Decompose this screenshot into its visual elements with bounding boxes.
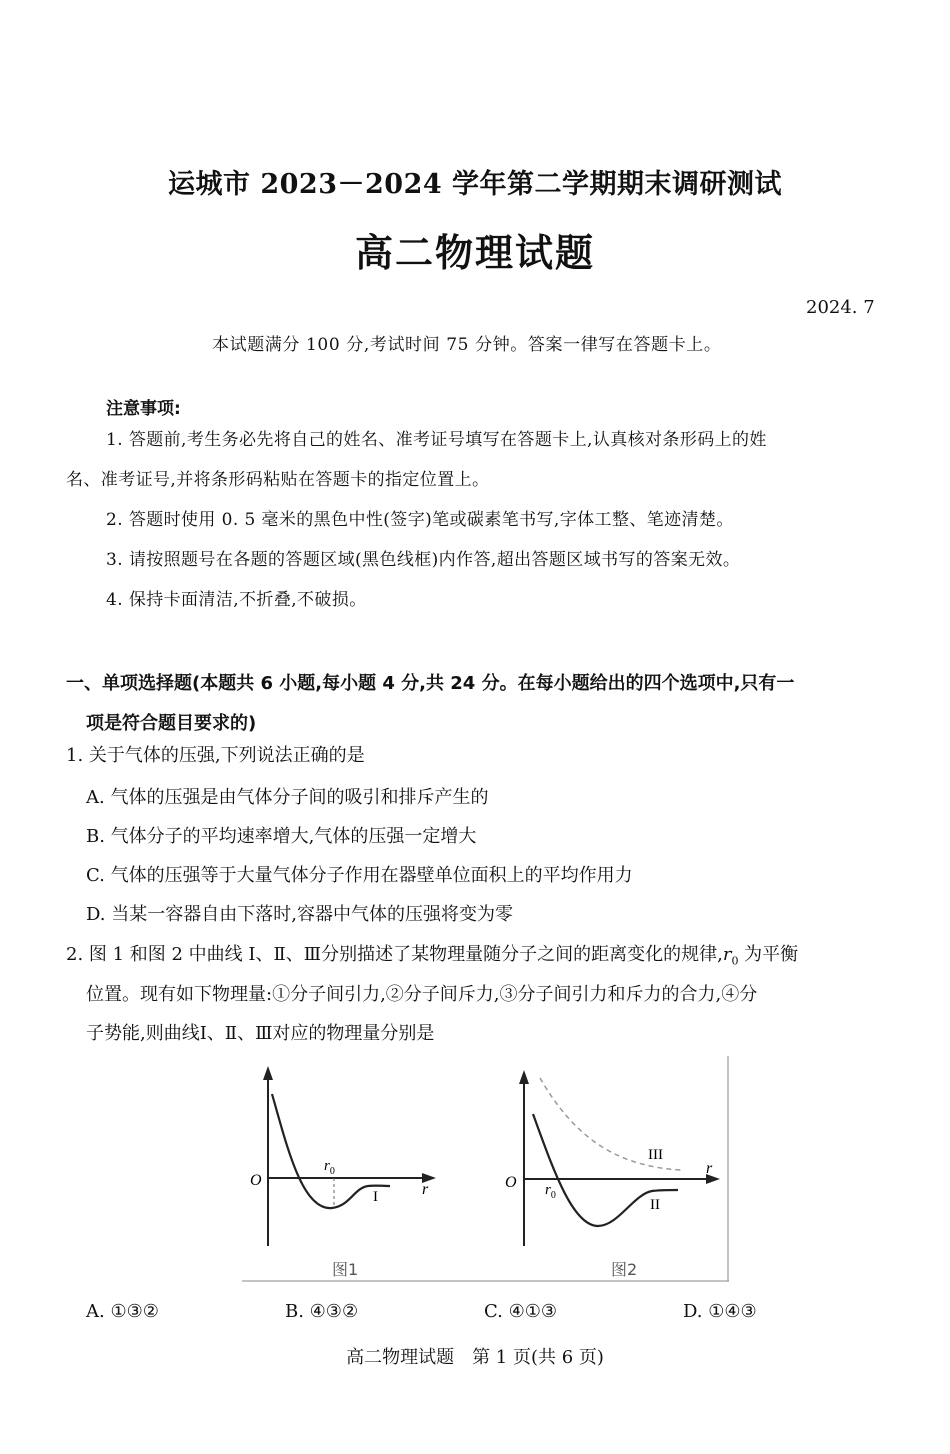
notice-item-4: 4. 保持卡面清洁,不折叠,不破损。: [106, 590, 367, 610]
notice-item-3: 3. 请按照题号在各题的答题区域(黑色线框)内作答,超出答题区域书写的答案无效。: [106, 550, 741, 570]
r0-subscript: 0: [731, 954, 739, 968]
section-heading-line-2: 项是符合题目要求的): [86, 713, 257, 734]
fig2-r-axis-label: r: [706, 1160, 713, 1177]
fig1-caption: 图1: [332, 1260, 359, 1279]
fig2-curve-ii-label: II: [650, 1197, 660, 1213]
question-2-stem-part-2: 为平衡: [738, 944, 799, 965]
question-1-option-d: D. 当某一容器自由下落时,容器中气体的压强将变为零: [86, 904, 513, 925]
question-2-stem-line-2: 位置。现有如下物理量:①分子间引力,②分子间斥力,③分子间引力和斥力的合力,④分: [86, 984, 758, 1005]
exam-series-title: 运城市 2023－2024 学年第二学期期末调研测试: [167, 169, 783, 200]
question-2-option-a: A. ①③②: [86, 1301, 159, 1322]
question-2-option-c: C. ④①③: [484, 1301, 557, 1322]
fig2-y-axis-arrow: [519, 1070, 529, 1084]
question-1-option-a: A. 气体的压强是由气体分子间的吸引和排斥产生的: [86, 787, 489, 808]
fig1-r-axis-label: r: [422, 1181, 429, 1198]
question-1-option-c: C. 气体的压强等于大量气体分子作用在器壁单位面积上的平均作用力: [86, 865, 633, 886]
question-2-stem-part-1: 2. 图 1 和图 2 中曲线 Ⅰ、Ⅱ、Ⅲ分别描述了某物理量随分子之间的距离变化的规律,: [66, 944, 723, 965]
exam-subject-title: 高二物理试题: [354, 230, 595, 275]
exam-intro: 本试题满分 100 分,考试时间 75 分钟。答案一律写在答题卡上。: [212, 335, 722, 355]
notice-item-1-line-2: 名、准考证号,并将条形码粘贴在答题卡的指定位置上。: [66, 470, 490, 490]
exam-date: 2024. 7: [806, 297, 875, 318]
fig1-origin-label: O: [250, 1172, 262, 1189]
question-1-option-b: B. 气体分子的平均速率增大,气体的压强一定增大: [86, 826, 477, 847]
fig2-caption: 图2: [611, 1260, 638, 1279]
notice-heading: 注意事项:: [106, 399, 181, 419]
molecular-force-figure: [242, 1056, 730, 1284]
r0-symbol: r: [722, 944, 732, 965]
fig1-y-axis-arrow: [263, 1066, 273, 1080]
section-heading-line-1: 一、单项选择题(本题共 6 小题,每小题 4 分,共 24 分。在每小题给出的四个选项中,只有一: [66, 673, 795, 694]
fig1-curve-label: I: [373, 1189, 378, 1205]
fig1-r0-label: $r_0$: [324, 1158, 335, 1177]
notice-item-2: 2. 答题时使用 0. 5 毫米的黑色中性(签字)笔或碳素笔书写,字体工整、笔迹清楚。: [106, 510, 734, 530]
question-2-option-d: D. ①④③: [683, 1301, 757, 1322]
fig2-origin-label: O: [505, 1174, 517, 1191]
fig2-r0-label: $r_0$: [545, 1182, 556, 1201]
figure-1: [250, 1066, 436, 1279]
question-2-option-b: B. ④③②: [285, 1301, 359, 1322]
page-footer: 高二物理试题 第 1 页(共 6 页): [346, 1347, 604, 1368]
question-2-stem-line-3: 子势能,则曲线Ⅰ、Ⅱ、Ⅲ对应的物理量分别是: [86, 1023, 435, 1044]
figure-2: [505, 1070, 720, 1279]
question-2-stem-line-1: [66, 940, 798, 968]
fig2-curve-iii-label: III: [648, 1147, 663, 1163]
question-1-stem: 1. 关于气体的压强,下列说法正确的是: [66, 745, 365, 766]
notice-item-1-line-1: 1. 答题前,考生务必先将自己的姓名、准考证号填写在答题卡上,认真核对条形码上的姓: [106, 430, 767, 450]
